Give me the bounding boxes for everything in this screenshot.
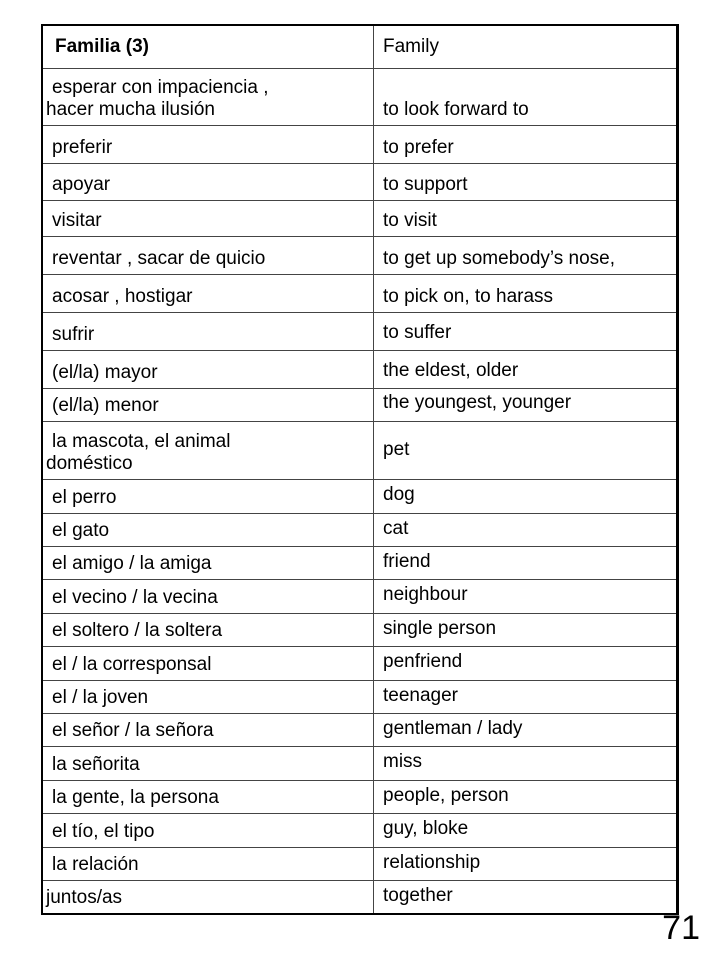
table-row <box>42 312 678 350</box>
table-row <box>42 613 678 646</box>
english-term: miss <box>374 746 678 780</box>
spanish-term-line2: hacer mucha ilusión <box>46 98 215 120</box>
table-row <box>42 274 678 312</box>
spanish-term-line1: la mascota, el animal <box>52 430 231 452</box>
table-row <box>42 421 678 479</box>
header-spanish: Familia (3) <box>42 25 374 68</box>
spanish-term: la gente, la persona <box>42 780 374 813</box>
spanish-term: acosar , hostigar <box>42 274 374 312</box>
table-row <box>42 847 678 880</box>
table-row <box>42 646 678 680</box>
spanish-term: el amigo / la amiga <box>42 546 374 579</box>
english-term: teenager <box>374 680 678 713</box>
spanish-term: la señorita <box>42 746 374 780</box>
spanish-term: el / la joven <box>42 680 374 713</box>
spanish-term: visitar <box>42 200 374 236</box>
table-row <box>42 388 678 421</box>
table-row <box>42 780 678 813</box>
spanish-term: preferir <box>42 125 374 163</box>
spanish-term: la relación <box>42 847 374 880</box>
english-term: gentleman / lady <box>374 713 678 746</box>
spanish-term: el gato <box>42 513 374 546</box>
spanish-term: sufrir <box>42 312 374 350</box>
english-term: to suffer <box>374 312 678 350</box>
vocabulary-table <box>41 24 679 915</box>
english-term: to visit <box>374 200 678 236</box>
spanish-term: el perro <box>42 479 374 513</box>
english-term: to get up somebody’s nose, <box>374 236 678 274</box>
spanish-term: el señor / la señora <box>42 713 374 746</box>
spanish-term: apoyar <box>42 163 374 200</box>
english-term: cat <box>374 513 678 546</box>
english-term: dog <box>374 479 678 513</box>
english-term: to support <box>374 163 678 200</box>
spanish-term: el / la corresponsal <box>42 646 374 680</box>
spanish-term: (el/la) menor <box>42 388 374 421</box>
english-term: people, person <box>374 780 678 813</box>
table-row <box>42 479 678 513</box>
spanish-term-line1: esperar con impaciencia , <box>52 76 269 98</box>
english-term: to prefer <box>374 125 678 163</box>
spanish-term <box>42 68 374 125</box>
spanish-term: (el/la) mayor <box>42 350 374 388</box>
english-term: together <box>374 880 678 914</box>
table-row <box>42 680 678 713</box>
table-row <box>42 125 678 163</box>
spanish-term: el soltero / la soltera <box>42 613 374 646</box>
table-row <box>42 579 678 613</box>
header-english: Family <box>374 25 678 68</box>
spanish-term: juntos/as <box>42 880 374 914</box>
table-header-row <box>42 25 678 68</box>
spanish-term-line2: doméstico <box>46 452 133 474</box>
table-row <box>42 813 678 847</box>
english-term: single person <box>374 613 678 646</box>
english-term: the youngest, younger <box>374 388 678 421</box>
table-row <box>42 350 678 388</box>
english-term: to look forward to <box>374 68 678 125</box>
english-term: pet <box>374 421 678 479</box>
spanish-term: el tío, el tipo <box>42 813 374 847</box>
spanish-term: reventar , sacar de quicio <box>42 236 374 274</box>
english-term: guy, bloke <box>374 813 678 847</box>
page-number: 71 <box>662 909 700 947</box>
english-term: relationship <box>374 847 678 880</box>
english-term: friend <box>374 546 678 579</box>
english-term: to pick on, to harass <box>374 274 678 312</box>
table-row <box>42 513 678 546</box>
table-row <box>42 68 678 125</box>
english-term: the eldest, older <box>374 350 678 388</box>
table-row <box>42 880 678 914</box>
table-row <box>42 546 678 579</box>
table-row <box>42 200 678 236</box>
spanish-term <box>42 421 374 479</box>
table-row <box>42 163 678 200</box>
table-row <box>42 236 678 274</box>
english-term: penfriend <box>374 646 678 680</box>
table-row <box>42 746 678 780</box>
spanish-term: el vecino / la vecina <box>42 579 374 613</box>
english-term: neighbour <box>374 579 678 613</box>
table-row <box>42 713 678 746</box>
